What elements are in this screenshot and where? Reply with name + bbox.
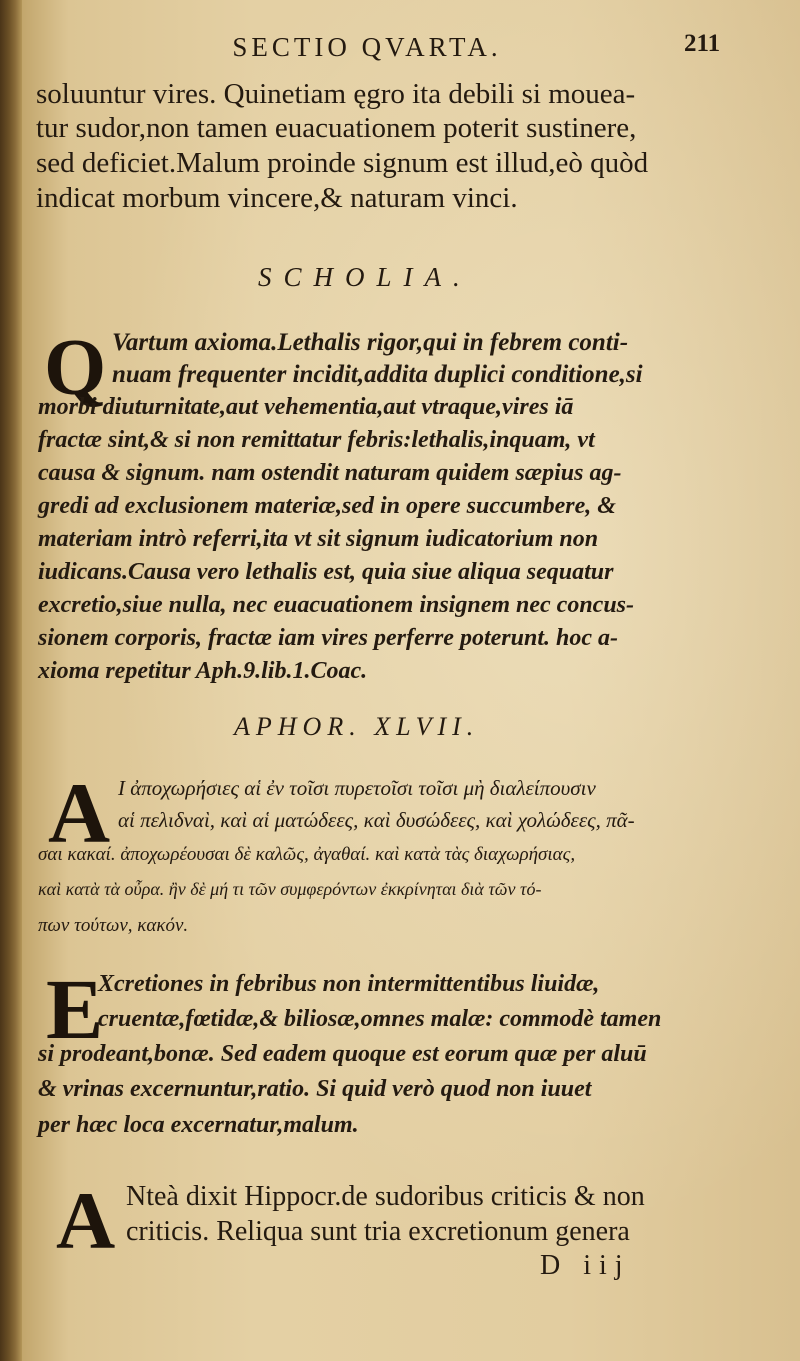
text-line: sed deficiet.Malum proinde signum est illud,eò quòd [36,147,649,179]
scholia-line: morbi diuturnitate,aut vehementia,aut vtraque,vires iā [38,394,574,420]
latin-line: Xcretiones in febribus non intermittentibus liuidæ, [98,971,600,997]
scholia-line: iudicans.Causa vero lethalis est, quia siue aliqua sequatur [38,559,614,585]
book-binding-shadow [0,0,22,1361]
greek-line: πων τούτων, κακόν. [38,915,189,936]
page-number: 211 [684,30,721,57]
latin-line: si prodeant,bonæ. Sed eadem quoque est eorum quæ per aluū [38,1041,647,1067]
scholia-line: sionem corporis, fractæ iam vires perferre poterunt. hoc a- [38,625,618,651]
dropcap-greek-a: A [48,765,111,861]
scholia-line: gredi ad exclusionem materiæ,sed in opere succumbere, & [38,493,616,519]
book-page [22,0,800,1361]
scholia-line: fractæ sint,& si non remittatur febris:lethalis,inquam, vt [38,427,595,453]
scholia-line: excretio,siue nulla, nec euacuationem insignem nec concus- [38,592,635,618]
greek-line: αἱ πελιδναὶ, καὶ αἱ ματώδεες, καὶ δυσώδεες, καὶ χολώδεες, πᾶ- [118,808,635,832]
commentary-line: Nteà dixit Hippocr.de sudoribus criticis & non [126,1181,645,1212]
scholia-heading: SCHOLIA. [258,262,472,292]
greek-line: καὶ κατὰ τὰ οὖρα. ἢν δὲ μή τι τῶν συμφερόντων ἐκκρίνηται διὰ τῶν τό- [38,879,542,899]
scholia-line: causa & signum. nam ostendit naturam quidem sæpius ag- [38,460,622,486]
running-head: SECTIO QVARTA. [232,32,502,62]
latin-line: cruentæ,fœtidæ,& biliosæ,omnes malæ: commodè tamen [98,1006,662,1032]
text-line: indicat morbum vincere,& naturam vinci. [36,182,518,214]
scholia-line: Vartum axioma.Lethalis rigor,qui in febrem conti- [112,329,629,356]
dropcap-a: A [56,1175,116,1266]
signature-mark: D iij [540,1250,631,1281]
dropcap-e: E [46,961,104,1057]
scholia-line: xioma repetitur Aph.9.lib.1.Coac. [38,658,368,684]
dropcap-q: Q [44,324,107,412]
scholia-line: materiam intrò referri,ita vt sit signum iudicatorium non [38,526,599,552]
text-line: soluuntur vires. Quinetiam ęgro ita debili si mouea- [36,78,636,110]
commentary-line: criticis. Reliqua sunt tria excretionum genera [126,1216,630,1247]
text-line: tur sudor,non tamen euacuationem poterit sustinere, [36,112,637,144]
greek-line: I ἀποχωρήσιες αἱ ἐν τοῖσι πυρετοῖσι τοῖσι μὴ διαλείπουσιν [118,776,596,800]
greek-line: σαι κακαί. ἀποχωρέουσαι δὲ καλῶς, ἀγαθαί. καὶ κατὰ τὰς διαχωρήσιας, [38,844,576,865]
aphorism-heading: APHOR. XLVII. [234,712,480,741]
scholia-line: nuam frequenter incidit,addita duplici conditione,si [112,361,643,388]
latin-line: & vrinas excernuntur,ratio. Si quid verò quod non iuuet [38,1076,592,1102]
latin-line: per hæc loca excernatur,malum. [38,1112,359,1138]
